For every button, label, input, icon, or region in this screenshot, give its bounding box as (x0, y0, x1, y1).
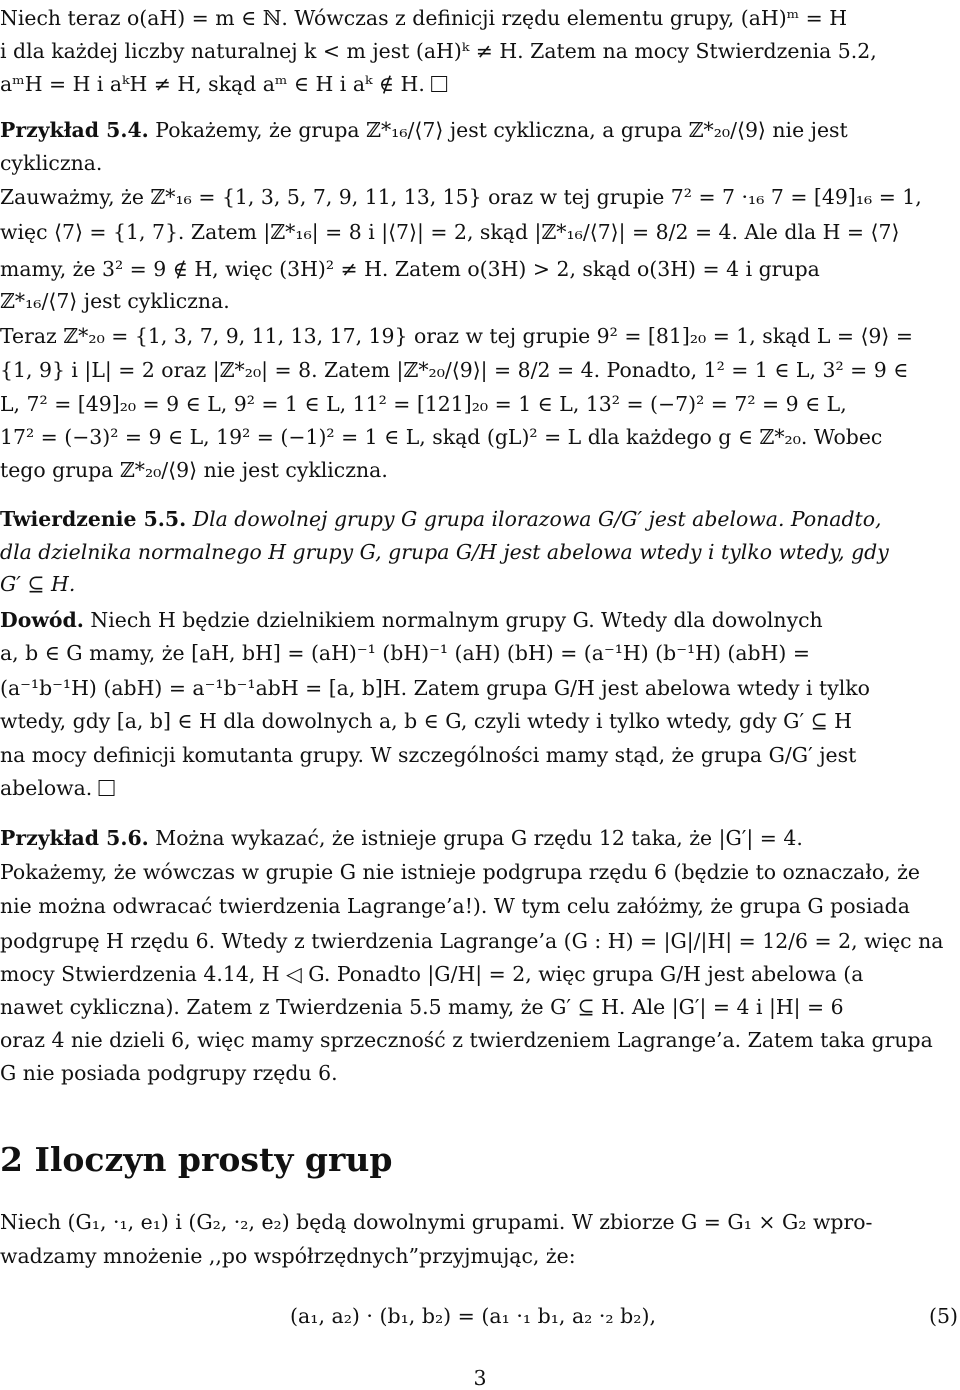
text-span: G′ ⊆ H. (0, 572, 76, 596)
text-line (0, 253, 956, 286)
text-line (0, 1057, 956, 1090)
text-span: mocy Stwierdzenia 4.14, H ◁ G. Ponadto |G/H| = 2, więc grupa G/H jest abelowa (a (0, 962, 864, 986)
text-line (0, 68, 956, 101)
text-span: Teraz ℤ*₂₀ = {1, 3, 7, 9, 11, 13, 17, 19} oraz w tej grupie 9² = [81]₂₀ = 1, skąd L = ⟨9⟩ = (0, 324, 913, 348)
text-span: Niech H będzie dzielnikiem normalnym grupy G. Wtedy dla dowolnych (90, 608, 823, 632)
text-line (0, 991, 956, 1024)
text-span: Niech (G₁, ·₁, e₁) i (G₂, ·₂, e₂) będą dowolnymi grupami. W zbiorze G = G₁ × G₂ wpro- (0, 1210, 873, 1234)
text-span: na mocy definicji komutanta grupy. W szczególności mamy stąd, że grupa G/G′ jest (0, 743, 857, 767)
text-line (0, 388, 956, 421)
text-span: 17² = (−3)² = 9 ∈ L, 19² = (−1)² = 1 ∈ L, skąd (gL)² = L dla każdego g ∈ ℤ*₂₀. Wobec (0, 425, 883, 449)
qed-square-icon (98, 780, 114, 796)
text-line (0, 536, 956, 569)
text-line (0, 2, 956, 35)
text-span: {1, 9} i |L| = 2 oraz |ℤ*₂₀| = 8. Zatem |ℤ*₂₀/⟨9⟩| = 8/2 = 4. Ponadto, 1² = 1 ∈ L, 3² = 9 ∈ (0, 358, 909, 382)
proof (0, 604, 956, 637)
theorem-5-5 (0, 503, 956, 536)
text-span: a, b ∈ G mamy, że [aH, bH] = (aH)⁻¹ (bH)⁻¹ (aH) (bH) = (a⁻¹H) (b⁻¹H) (abH) = (0, 641, 810, 665)
text-line (0, 772, 956, 805)
text-line (0, 856, 956, 889)
text-span: nawet cykliczna). Zatem z Twierdzenia 5.5 mamy, że G′ ⊆ H. Ale |G′| = 4 i |H| = 6 (0, 995, 844, 1019)
proof-label: Dowód. (0, 608, 84, 632)
text-span: dla dzielnika normalnego H grupy G, grupa G/H jest abelowa wtedy i tylko wtedy, gdy (0, 540, 889, 564)
display-equation: (a₁, a₂) · (b₁, b₂) = (a₁ ·₁ b₁, a₂ ·₂ b₂), (290, 1304, 657, 1328)
text-line (0, 320, 956, 353)
text-span: wadzamy mnożenie ,,po współrzędnych”przyjmując, że: (0, 1244, 576, 1268)
text-span: wtedy, gdy [a, b] ∈ H dla dowolnych a, b ∈ G, czyli wtedy i tylko wtedy, gdy G′ ⊆ H (0, 709, 852, 733)
text-span: Pokażemy, że wówczas w grupie G nie istnieje podgrupa rzędu 6 (będzie to oznaczało, że (0, 860, 920, 884)
text-span: abelowa. (0, 776, 93, 800)
text-span: (a⁻¹b⁻¹H) (abH) = a⁻¹b⁻¹abH = [a, b]H. Zatem grupa G/H jest abelowa wtedy i tylko (0, 676, 870, 700)
text-span: L, 7² = [49]₂₀ = 9 ∈ L, 9² = 1 ∈ L, 11² = [121]₂₀ = 1 ∈ L, 13² = (−7)² = 7² = 9 ∈ L, (0, 392, 847, 416)
text-span: oraz 4 nie dzieli 6, więc mamy sprzeczność z twierdzeniem Lagrange’a. Zatem taka grupa (0, 1028, 933, 1052)
example-label: Przykład 5.4. (0, 118, 149, 142)
equation-number: (5) (928, 1304, 958, 1328)
text-span: Pokażemy, że grupa ℤ*₁₆/⟨7⟩ jest cykliczna, a grupa ℤ*₂₀/⟨9⟩ nie jest (155, 118, 848, 142)
text-line (0, 705, 956, 738)
text-line (0, 147, 956, 180)
text-line (0, 35, 956, 68)
text-line (0, 454, 956, 487)
text-span: i dla każdej liczby naturalnej k < m jest (aH)ᵏ ≠ H. Zatem na mocy Stwierdzenia 5.2, (0, 39, 877, 63)
qed-square-icon (431, 76, 447, 92)
text-line (0, 285, 956, 318)
theorem-label: Twierdzenie 5.5. (0, 507, 187, 531)
text-span: G nie posiada podgrupy rzędu 6. (0, 1061, 338, 1085)
text-line (0, 216, 956, 249)
text-span: podgrupę H rzędu 6. Wtedy z twierdzenia Lagrange’a (G : H) = |G|/|H| = 12/6 = 2, więc na (0, 929, 944, 953)
text-line (0, 354, 956, 387)
text-span: mamy, że 3² = 9 ∉ H, więc (3H)² ≠ H. Zatem o(3H) > 2, skąd o(3H) = 4 i grupa (0, 257, 820, 281)
text-span: Dla dowolnej grupy G grupa ilorazowa G/G′ jest abelowa. Ponadto, (192, 507, 882, 531)
text-line (0, 1206, 956, 1239)
text-line (0, 739, 956, 772)
text-span: cykliczna. (0, 151, 103, 175)
text-line (0, 421, 956, 454)
example-5-4 (0, 114, 956, 147)
text-span: Można wykazać, że istnieje grupa G rzędu 12 taka, że |G′| = 4. (155, 826, 803, 850)
text-line (0, 1240, 956, 1273)
text-span: Zauważmy, że ℤ*₁₆ = {1, 3, 5, 7, 9, 11, 13, 15} oraz w tej grupie 7² = 7 ·₁₆ 7 = [49]₁₆ = 1, (0, 185, 922, 209)
text-span: aᵐH = H i aᵏH ≠ H, skąd aᵐ ∈ H i aᵏ ∉ H. (0, 72, 425, 96)
text-line (0, 672, 956, 705)
text-span: tego grupa ℤ*₂₀/⟨9⟩ nie jest cykliczna. (0, 458, 388, 482)
text-line (0, 958, 956, 991)
text-line (0, 181, 956, 214)
text-span: więc ⟨7⟩ = {1, 7}. Zatem |ℤ*₁₆| = 8 i |⟨7⟩| = 2, skąd |ℤ*₁₆/⟨7⟩| = 8/2 = 4. Ale dla H = ⟨7⟩ (0, 220, 900, 244)
example-5-6 (0, 822, 956, 855)
text-span: Niech teraz o(aH) = m ∈ ℕ. Wówczas z definicji rzędu elementu grupy, (aH)ᵐ = H (0, 6, 848, 30)
text-line (0, 890, 956, 923)
text-span: nie można odwracać twierdzenia Lagrange’a!). W tym celu załóżmy, że grupa G posiada (0, 894, 910, 918)
text-span: ℤ*₁₆/⟨7⟩ jest cykliczna. (0, 289, 230, 313)
text-line (0, 925, 956, 958)
example-label: Przykład 5.6. (0, 826, 149, 850)
text-line (0, 637, 956, 670)
page-number: 3 (473, 1366, 487, 1390)
section-heading: 2 Iloczyn prosty grup (0, 1140, 393, 1179)
text-line (0, 1024, 956, 1057)
text-line (0, 568, 956, 601)
